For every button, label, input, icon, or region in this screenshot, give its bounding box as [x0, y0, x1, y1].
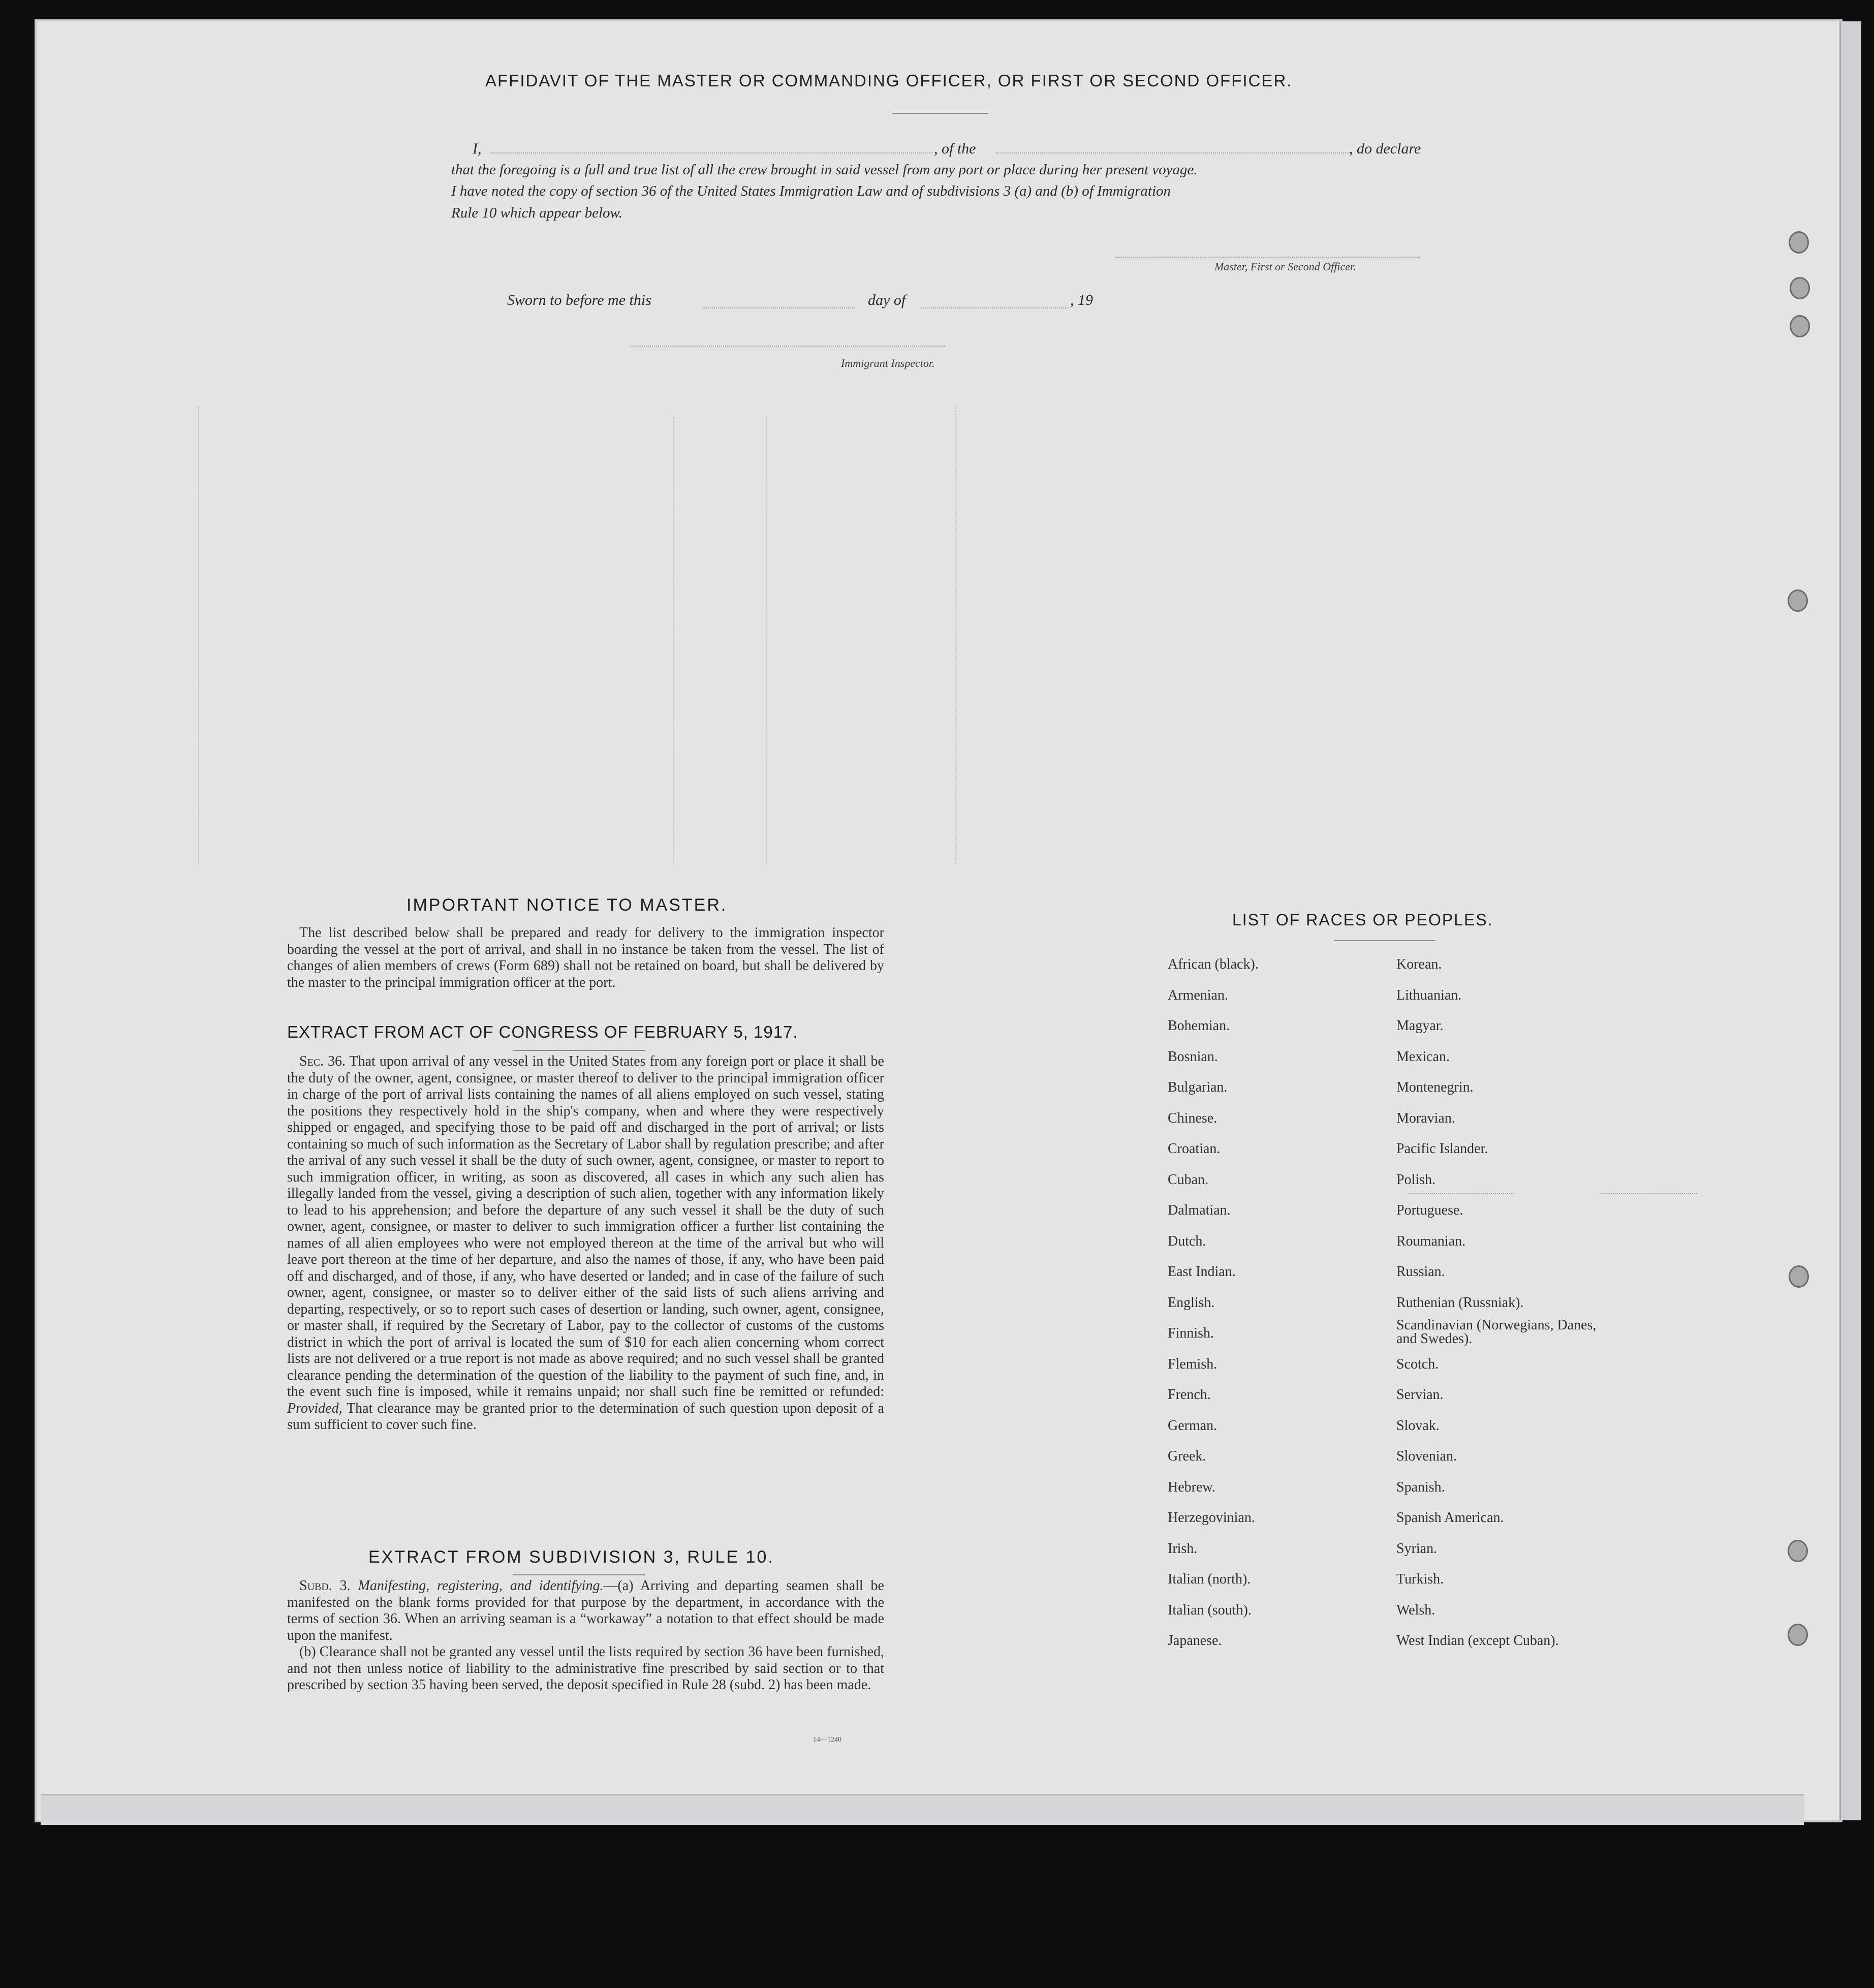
day-of-label: day of: [868, 292, 906, 308]
master-signature-label: Master, First or Second Officer.: [1214, 260, 1356, 273]
form-number: 14—1240: [813, 1736, 841, 1744]
rule-text-block: [287, 1578, 884, 1694]
underlying-page-edge: [41, 1794, 1804, 1825]
race-item: Pacific Islander.: [1396, 1141, 1488, 1157]
ghost-column-line: [198, 407, 199, 864]
race-item: Montenegrin.: [1396, 1079, 1474, 1095]
race-item: Scotch.: [1396, 1356, 1439, 1372]
act-title-underline: [513, 1050, 645, 1051]
binding-hole: [1788, 1540, 1808, 1562]
race-item: Scandinavian (Norwegians, Danes, and Swedes).: [1396, 1317, 1597, 1347]
race-item: Syrian.: [1396, 1540, 1438, 1557]
race-item: Korean.: [1396, 956, 1442, 972]
race-item: Dutch.: [1168, 1233, 1206, 1249]
title-underline: [892, 113, 988, 114]
race-item: Slovak.: [1396, 1417, 1440, 1434]
races-title-underline: [1334, 940, 1435, 941]
race-item: Moravian.: [1396, 1110, 1455, 1126]
act-provided-text: That clearance may be granted prior to the determination of such question upon deposit of a sum sufficient to cover such fine.: [287, 1400, 884, 1433]
sworn-month-line: [921, 307, 1068, 308]
race-item: West Indian (except Cuban).: [1396, 1633, 1559, 1649]
rule-a-text: —(a) Arriving and departing seamen shall be manifested on the blank forms provided for that purpose by the department, in accordance with the terms of section 36. When an arriving seaman is a “workaway” a notation to that effect should be made upon the manifest.: [287, 1578, 884, 1643]
act-text: [287, 1053, 884, 1434]
binding-hole: [1790, 315, 1810, 337]
race-item: Italian (north).: [1168, 1571, 1251, 1587]
race-item: Portuguese.: [1396, 1202, 1463, 1218]
binding-hole: [1790, 277, 1810, 299]
master-name-line: [490, 152, 932, 153]
faint-rule: [1408, 1193, 1514, 1194]
race-item: Chinese.: [1168, 1110, 1217, 1126]
race-item: East Indian.: [1168, 1264, 1236, 1280]
race-item: Flemish.: [1168, 1356, 1217, 1372]
race-item: German.: [1168, 1417, 1217, 1434]
rule-subd-a: [287, 1578, 884, 1644]
binding-hole: [1788, 1624, 1808, 1646]
race-item: Greek.: [1168, 1448, 1206, 1464]
race-item: Polish.: [1396, 1171, 1436, 1188]
race-item: African (black).: [1168, 956, 1259, 972]
faint-rule: [1601, 1193, 1697, 1194]
race-item: Armenian.: [1168, 987, 1228, 1003]
race-item: Russian.: [1396, 1264, 1445, 1280]
race-item: Italian (south).: [1168, 1602, 1252, 1618]
ghost-column-line: [766, 417, 767, 864]
race-item: Mexican.: [1396, 1048, 1450, 1065]
race-item: French.: [1168, 1387, 1211, 1403]
race-item: Welsh.: [1396, 1602, 1435, 1618]
race-item: Bosnian.: [1168, 1048, 1218, 1065]
sworn-day-line: [702, 307, 855, 308]
rule-subd-label: Subd. 3.: [299, 1578, 351, 1594]
act-text-block: [287, 1053, 884, 1434]
notice-text-block: [287, 925, 884, 991]
ghost-column-line: [673, 417, 674, 864]
affidavit-line-3: Rule 10 which appear below.: [451, 205, 622, 221]
affidavit-line-2: I have noted the copy of section 36 of the United States Immigration Law and of subdivisions 3 (a) and (b) of Immigration: [451, 183, 1171, 199]
race-item: English.: [1168, 1294, 1215, 1311]
act-section-text: That upon arrival of any vessel in the United States from any foreign port or place it shall be the duty of the owner, agent, consignee, or master thereof to deliver to the principal immigration officer in charge of the port of arrival lists containing the names of all aliens employed on such vessel, stating the positions they respectively hold in the ship's company, when and where they were respectively shipped or engaged, and specifying those to be paid off and discharged in the port of arrival; or lists containing so much of such information as the Secretary of Labor shall by regulation prescribe; and after the arrival of any such vessel it shall be the duty of such owner, agent, consignee, or master to report to such immigration officer, in writing, as soon as discovered, all cases in which any such alien has illegally landed from the vessel, giving a description of such alien, together with any information likely to lead to his apprehension; and before the departure of any such vessel it shall be the duty of such owner, agent, consignee, or master to deliver to such immigration officer a further list containing the names of all alien employees who were not employed thereon at the time of the arrival but who will leave port thereon at the time of her departure, and also the names of those, if any, who have been paid off and discharged, and of those, if any, who have deserted or landed; and in case of the failure of such owner, agent, consignee, or master so to deliver either of the said lists of such aliens arriving and departing, respectively, or so to report such cases of desertion or landing, such owner, agent, consignee, or master shall, if required by the Secretary of Labor, pay to the collector of customs of the customs district in which the port of arrival is located the sum of $10 for each alien concerning whom correct lists are not delivered or a true report is not made as above required; and no such vessel shall be granted clearance pending the determination of the question of the liability to the payment of such fine, and, in the event such fine is imposed, while it remains unpaid; nor shall such fine be remitted or refunded:: [287, 1053, 884, 1400]
race-item: Roumanian.: [1396, 1233, 1466, 1249]
race-item: Slovenian.: [1396, 1448, 1457, 1464]
race-item: Herzegovinian.: [1168, 1510, 1255, 1526]
act-section-label: Sec. 36.: [299, 1053, 346, 1069]
notice-text: The list described below shall be prepared and ready for delivery to the immigration inspector boarding the vessel at the port of arrival, and shall in no instance be taken from the vessel. The list of changes of alien members of crews (Form 689) shall not be retained on board, but shall be delivered by the master to the principal immigration officer at the port.: [287, 925, 884, 990]
rule-title-underline: [513, 1574, 645, 1575]
master-signature-line: [1115, 257, 1420, 258]
race-item: Dalmatian.: [1168, 1202, 1231, 1218]
race-item: Cuban.: [1168, 1171, 1209, 1188]
race-item: Bulgarian.: [1168, 1079, 1228, 1095]
race-item: Turkish.: [1396, 1571, 1444, 1587]
race-item: Spanish American.: [1396, 1510, 1504, 1526]
binding-hole: [1789, 231, 1809, 254]
ghost-column-line: [955, 407, 956, 864]
race-item: Ruthenian (Russniak).: [1396, 1294, 1524, 1311]
page-edge-strip: [1839, 21, 1861, 1820]
rule-subd-b: (b) Clearance shall not be granted any vessel until the lists required by section 36 have been furnished, and not then unless notice of liability to the administrative fine prescribed by said section or to that prescribed by section 35 having been served, the deposit specified in Rule 28 (subd. 2) has been made.: [287, 1644, 884, 1693]
inspector-signature-label: Immigrant Inspector.: [841, 357, 935, 369]
rule-subd-heading: Manifesting, registering, and identifying.: [358, 1578, 604, 1594]
race-item: Magyar.: [1396, 1018, 1444, 1034]
race-item: Finnish.: [1168, 1325, 1214, 1341]
race-item: Spanish.: [1396, 1479, 1445, 1495]
race-item: Servian.: [1396, 1387, 1444, 1403]
inspector-signature-line: [630, 346, 945, 347]
vessel-name-line: [996, 152, 1352, 153]
affidavit-do-declare: , do declare: [1349, 140, 1421, 157]
affidavit-title: AFFIDAVIT OF THE MASTER OR COMMANDING OFFICER, OR FIRST OR SECOND OFFICER.: [485, 71, 1293, 90]
race-item: Bohemian.: [1168, 1018, 1230, 1034]
race-item: Irish.: [1168, 1540, 1198, 1557]
race-item: Croatian.: [1168, 1141, 1221, 1157]
race-item: Japanese.: [1168, 1633, 1222, 1649]
race-item: Lithuanian.: [1396, 987, 1462, 1003]
sworn-label: Sworn to before me this: [507, 292, 651, 308]
act-provided-label: Provided,: [287, 1400, 342, 1416]
races-title: LIST OF RACES OR PEOPLES.: [1232, 911, 1493, 929]
rule-title: EXTRACT FROM SUBDIVISION 3, RULE 10.: [368, 1547, 774, 1567]
year-label: , 19: [1070, 292, 1093, 308]
act-title: EXTRACT FROM ACT OF CONGRESS OF FEBRUARY 5, 1917.: [287, 1022, 798, 1041]
binding-hole: [1789, 1265, 1809, 1288]
binding-hole: [1788, 589, 1808, 612]
affidavit-of-the: , of the: [934, 140, 976, 157]
document-page: [37, 21, 1840, 1820]
race-item: Hebrew.: [1168, 1479, 1215, 1495]
affidavit-line-1: that the foregoing is a full and true list of all the crew brought in said vessel from any port or place during her present voyage.: [451, 162, 1198, 178]
affidavit-i-label: I,: [473, 140, 482, 157]
notice-title: IMPORTANT NOTICE TO MASTER.: [407, 895, 728, 915]
